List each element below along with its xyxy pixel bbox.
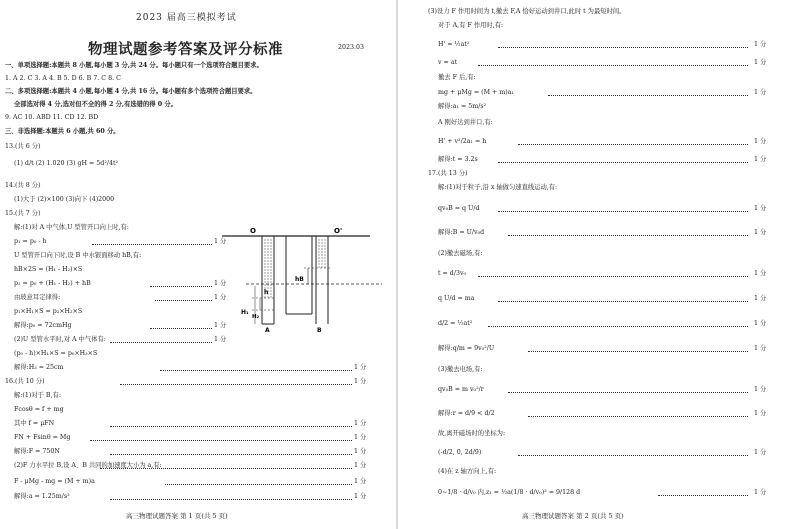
diagram-label: B [317, 327, 322, 334]
score-label: 1 分 [214, 322, 227, 329]
solution-line: FN + Fsinθ = Mg [14, 434, 71, 441]
section-note: 全部选对得 4 分,选对但不全的得 2 分,有选错的得 0 分。 [14, 101, 177, 108]
question-heading: 13.(共 6 分) [5, 143, 41, 150]
score-label: 1 分 [754, 386, 767, 393]
solution-line: (4)在 z 轴方向上,有: [438, 468, 497, 475]
diagram-label: hB [295, 276, 304, 283]
score-label: 1 分 [354, 420, 367, 427]
score-label: 1 分 [754, 138, 767, 145]
score-label: 1 分 [214, 280, 227, 287]
solution-line: 对于 A,有 F 作用时,有: [438, 22, 504, 29]
equation: mg + μMg = (M + m)a₁ [438, 89, 515, 96]
score-label: 1 分 [754, 229, 767, 236]
score-label: 1 分 [754, 320, 767, 327]
equation: 解得:r = d/9 < d/2 [438, 410, 495, 417]
score-label: 1 分 [354, 493, 367, 500]
page-1 [0, 0, 396, 529]
page-2 [398, 0, 794, 529]
equation: qv₀B = m v₀²/r [438, 386, 484, 393]
solution-line: 由玻意耳定律得: [14, 294, 61, 301]
solution-line: Fcosθ = f + mg [14, 406, 64, 413]
equation: t = d/3v₀ [438, 270, 467, 277]
score-label: 1 分 [754, 89, 767, 96]
solution-line: U 型管开口向下时,设 B 中水银面移动 hB,有: [14, 252, 142, 259]
exam-header: 2023 届高三模拟考试 [136, 13, 237, 23]
answer-line: 9. AC 10. ABD 11. CD 12. BD [5, 114, 99, 121]
score-label: 1 分 [754, 59, 767, 66]
score-label: 1 分 [754, 410, 767, 417]
diagram-label: A [265, 327, 270, 334]
equation: 解得:q/m = 9v₀²/U [438, 345, 495, 352]
solution-line: 解:(1)对于粒子,沿 x 轴做匀速直线运动,有: [438, 184, 558, 191]
solution-line: 解:(1)对于 B,有: [14, 392, 61, 399]
answer-line: (1)大于 (2)×100 (3)向下 (4)2000 [14, 196, 115, 203]
section-heading: 三、非选择题:本题共 6 小题,共 60 分。 [5, 128, 120, 135]
equation: (-d/2, 0, 2d/9) [438, 449, 482, 456]
equation: 0~1/8 · d/v₀ 内,z₁ = ½a(1/8 · d/v₀)² = 9/128 d [438, 489, 581, 496]
diagram-label: h [264, 289, 269, 296]
equation: v = at [438, 59, 458, 66]
page-footer: 高三物理试题答案 第 2 页(共 5 页) [522, 512, 624, 520]
score-label: 1 分 [754, 205, 767, 212]
solution-line: 故,离开磁场时的坐标为: [438, 430, 506, 437]
solution-line: p₂ = p₀ + (H₁ - H₂) + hB [14, 280, 91, 287]
solution-line: (2)F 力水平拉 B,设 A、B 共同的加速度大小为 a,有: [14, 462, 162, 469]
diagram-label: H₁ [241, 309, 249, 316]
answer-line: 1. A 2. C 3. A 4. B 5. D 6. B 7. C 8. C [5, 75, 121, 82]
solution-line: (p₀ - h)×H₁×S = p₀×H₃×S [14, 350, 98, 357]
solution-line: 其中 f = μFN [14, 420, 55, 427]
score-label: 1 分 [214, 336, 227, 343]
score-label: 1 分 [354, 434, 367, 441]
score-label: 1 分 [354, 448, 367, 455]
score-label: 1 分 [754, 156, 767, 163]
question-heading: 14.(共 8 分) [5, 182, 41, 189]
solution-line: F - μMg - mg = (M + m)a [14, 478, 95, 485]
score-label: 1 分 [754, 295, 767, 302]
solution-line: (3)设力 F 作用时间为 t,撤去 F,A 恰好运动到井口,此时 t 为最短时间。 [428, 8, 626, 15]
page-footer: 高三物理试题答案 第 1 页(共 5 页) [126, 512, 228, 520]
section-heading: 一、单项选择题:本题共 8 小题,每小题 3 分,共 24 分。每小题只有一个选项符合题目要求。 [5, 62, 263, 69]
answer-line: (1) d/t (2) 1.020 (3) gH = 5d²/4t² [14, 160, 119, 167]
solution-line: 撤去 F 后,有: [438, 74, 476, 81]
solution-line: (2)U 型管水平时,对 A 中气体有: [14, 336, 106, 343]
section-heading: 二、多项选择题:本题共 4 小题,每小题 4 分,共 16 分。每小题有多个选项符合题目要求。 [5, 88, 257, 95]
exam-date: 2023.03 [338, 44, 365, 51]
diagram-label: O [250, 227, 256, 235]
diagram-label: H₂ [252, 314, 260, 320]
score-label: 1 分 [754, 41, 767, 48]
solution-line: 解得:H₃ = 25cm [14, 364, 64, 371]
solution-line: 解得:a = 1.25m/s² [14, 493, 70, 500]
solution-line: p₁ = p₀ - h [14, 238, 47, 245]
equation: 解得:B = U/v₀d [438, 229, 485, 236]
solution-line: (3)撤去电场,有: [438, 366, 483, 373]
score-label: 1 分 [214, 294, 227, 301]
question-heading: 15.(共 7 分) [5, 210, 41, 217]
equation: H' + v²/2a₁ = h [438, 138, 487, 145]
u-tube-diagram [222, 224, 392, 334]
question-heading: 16.(共 10 分) [5, 378, 45, 385]
solution-line: 解得:F = 750N [14, 448, 60, 455]
equation: 解得:t = 3.2s [438, 156, 478, 163]
equation: q U/d = ma [438, 295, 475, 302]
score-label: 1 分 [354, 364, 367, 371]
solution-line: p₁×H₁×S = p₂×H₂×S [14, 308, 83, 315]
equation: H' = ½at² [438, 41, 470, 48]
equation: qv₀B = q U/d [438, 205, 480, 212]
score-label: 1 分 [754, 270, 767, 277]
solution-line: (2)撤去磁场,有: [438, 250, 483, 257]
diagram-label: O' [334, 227, 343, 235]
score-label: 1 分 [214, 238, 227, 245]
score-label: 1 分 [754, 489, 767, 496]
solution-line: hB×2S = (H₁ - H₂)×S [14, 266, 83, 273]
solution-line: A 刚好达到井口,有: [438, 119, 493, 126]
solution-line: 解:(1)对 A 中气体,U 型管开口向上时,有: [14, 224, 129, 231]
score-label: 1 分 [754, 449, 767, 456]
equation: 解得:a₁ = 5m/s² [438, 103, 487, 110]
score-label: 1 分 [354, 478, 367, 485]
question-heading: 17.(共 13 分) [428, 170, 468, 177]
score-label: 1 分 [754, 345, 767, 352]
solution-line: 解得:p₀ = 72cmHg [14, 322, 72, 329]
score-label: 1 分 [354, 462, 367, 469]
equation: d/2 = ½at² [438, 320, 473, 327]
score-label: 1 分 [354, 378, 367, 385]
page-title: 物理试题参考答案及评分标准 [88, 41, 283, 58]
